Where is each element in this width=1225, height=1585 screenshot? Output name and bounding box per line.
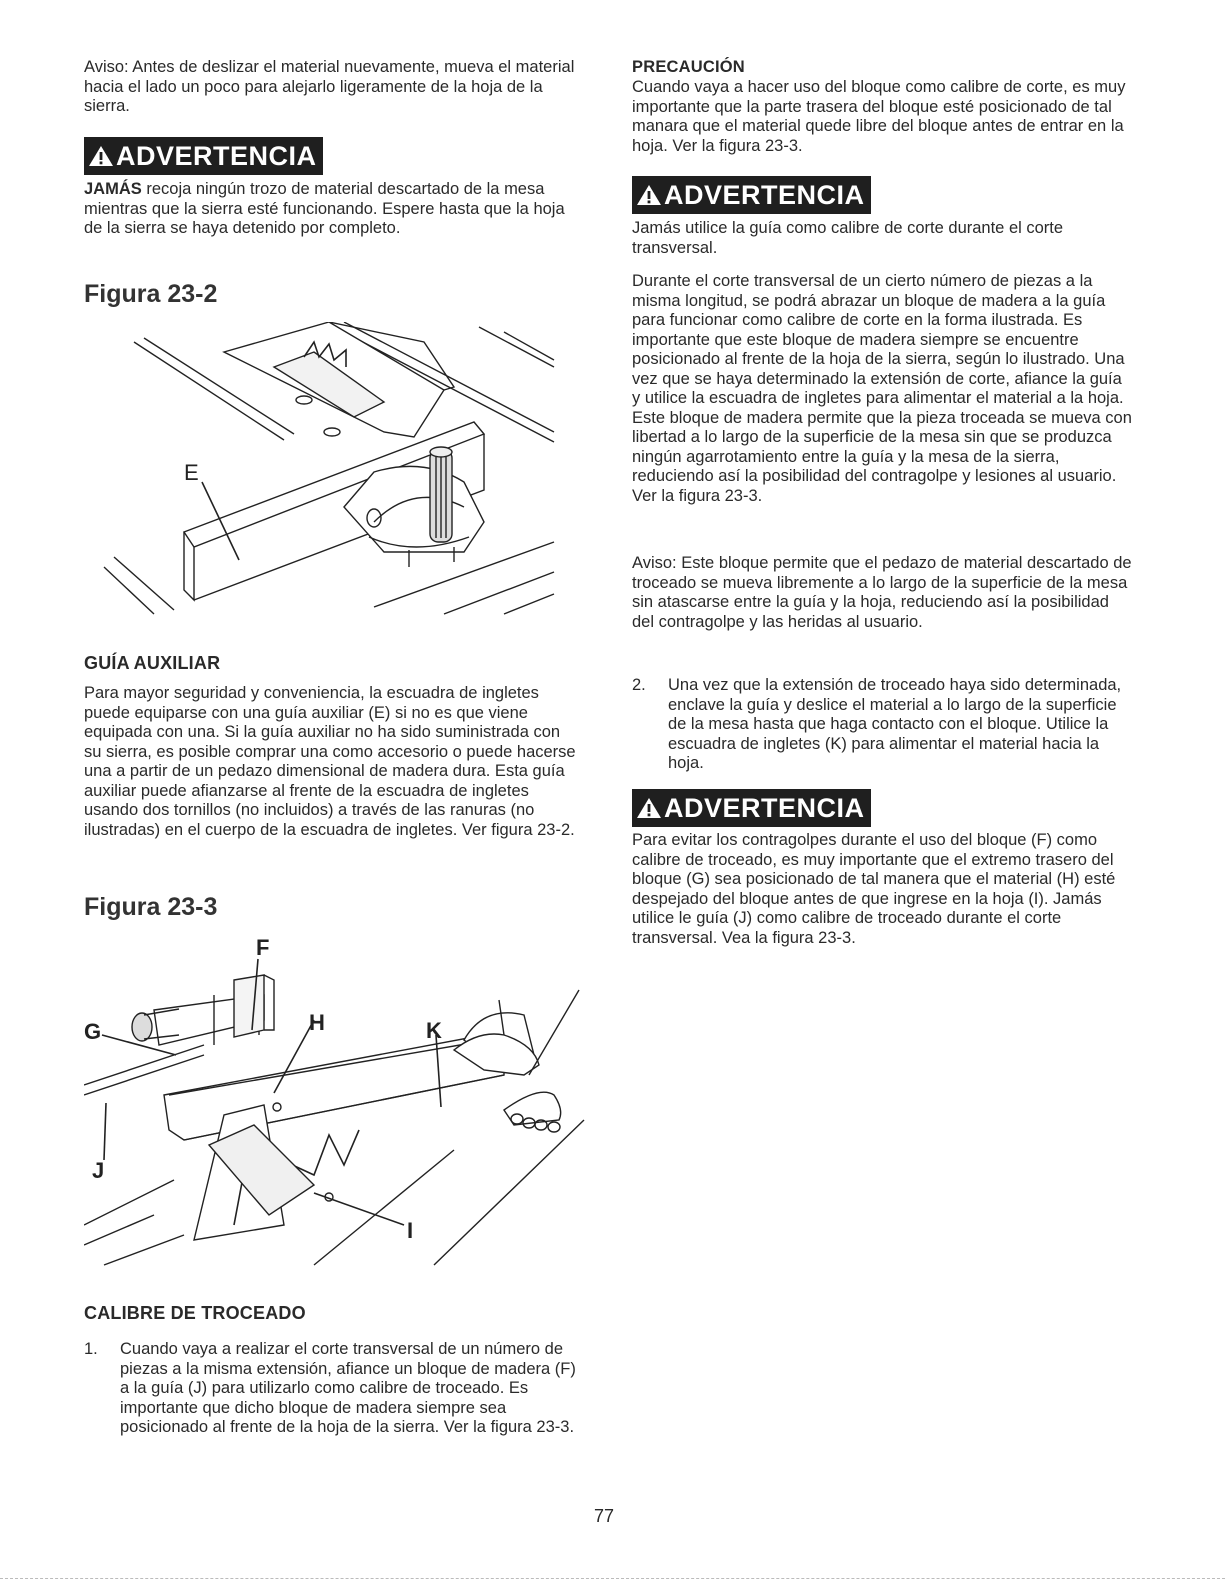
list-item-2-text: Una vez que la extensión de troceado haya sido determinada, enclave la guía y deslice el material a lo largo de la superficie de la mesa hasta que haga contacto con el bloque. Utilice la escuadra de ingletes (K) para alimentar el material hacia la hoja.	[668, 676, 1122, 772]
figure-label-j: J	[92, 1158, 105, 1183]
list-item-2-number: 2.	[632, 676, 646, 694]
figure-23-2-illustration	[84, 322, 584, 622]
figure-23-2-title: Figura 23-2	[84, 280, 218, 308]
aviso-paragraph: Aviso: Antes de deslizar el material nuevamente, mueva el material hacia el lado un poco para alejarlo ligeramente de la hoja de la sierra.	[84, 58, 575, 115]
figure-label-i: I	[407, 1218, 414, 1243]
warning-label: ADVERTENCIA	[664, 179, 865, 210]
list-item-2	[632, 676, 1133, 774]
warning-triangle-icon	[88, 144, 114, 168]
precaucion-paragraph: Cuando vaya a hacer uso del bloque como calibre de corte, es muy importante que la parte trasera del bloque esté posicionado de tal manara que el material quede libre del bloque antes de entrar en la hoja. Ver la figura 23-3.	[632, 78, 1126, 155]
page-number: 77	[594, 1506, 615, 1526]
right-column	[632, 0, 1132, 947]
precaucion-heading: PRECAUCIÓN	[632, 58, 745, 76]
list-item-1-text: Cuando vaya a realizar el corte transversal de un número de piezas a la misma extensión, afiance un bloque de madera (F) a la guía (J) para utilizarlo como calibre de troceado. Es importante que dicho bloque de madera siempre sea posicionado al frente de la hoja de la sierra. Ver la figura 23-3.	[120, 1340, 576, 1436]
warning-banner-2	[632, 176, 871, 214]
warning-banner-3	[632, 789, 871, 827]
aviso-2-paragraph: Aviso: Este bloque permite que el pedazo de material descartado de troceado se mueva libremente a lo largo de la superficie de la mesa sin atascarse entre la guía y la hoja, reduciendo así la posibilidad del contragolpe y las heridas al usuario.	[632, 554, 1132, 631]
figure-label-h: H	[309, 1010, 325, 1035]
warning-triangle-icon	[636, 796, 662, 820]
guia-auxiliar-paragraph: Para mayor seguridad y conveniencia, la escuadra de ingletes puede equiparse con una guía auxiliar (E) si no es que viene equipada con una. Si la guía auxiliar no ha sido suministrada con su sierra, es posible comprar una como accesorio o puede hacerse una a partir de un pedazo dimensional de madera dura. Esta guía auxiliar puede afianzarse al frente de la escuadra de ingletes usando dos tornillos (no incluidos) a través de las ranuras (no ilustradas) en el cuerpo de la escuadra de ingletes. Ver figura 23-2.	[84, 684, 576, 839]
page-bottom-edge	[0, 1578, 1225, 1579]
warning-2-text: Jamás utilice la guía como calibre de corte durante el corte transversal.	[632, 219, 1064, 257]
warning-triangle-icon	[636, 183, 662, 207]
warning-1-text	[84, 180, 574, 239]
list-item-1	[84, 1340, 585, 1438]
figure-label-g: G	[84, 1019, 102, 1044]
warning-label: ADVERTENCIA	[664, 792, 865, 823]
left-column	[84, 0, 584, 1436]
warning-label: ADVERTENCIA	[116, 140, 317, 171]
figure-23-3-title: Figura 23-3	[84, 893, 218, 921]
list-item-1-number: 1.	[84, 1340, 98, 1358]
calibre-heading: CALIBRE DE TROCEADO	[84, 1303, 306, 1323]
warning-3-text: Para evitar los contragolpes durante el uso del bloque (F) como calibre de troceado, es muy importante que el extremo trasero del bloque (G) sea posicionado de tal manera que el material (H) esté despejado del bloque antes de que ingrese en la hoja (I). Jamás utilice le guía (J) como calibre de troceado durante el corte transversal. Vea la figura 23-3.	[632, 831, 1116, 947]
figure-label-e: E	[184, 460, 199, 485]
warning-1-emphasis: JAMÁS	[84, 180, 142, 198]
durante-paragraph: Durante el corte transversal de un cierto número de piezas a la misma longitud, se podrá abrazar un bloque de madera a la guía para funcionar como calibre de corte en la forma ilustrada. Es importante que este bloque de madera siempre se encuentre posicionado al frente de la hoja de la sierra, según lo ilustrado. Una vez que se haya determinado la extensión de corte, afiance la guía y utilice la escuadra de ingletes para alimentar el material a la hoja. Este bloque de madera permite que la pieza troceada se mueva con libertad a lo largo de la superficie de la mesa sin que se produzca ningún agarrotamiento entre la guía y la mesa de la sierra, reduciendo así la posibilidad del contragolpe y lesiones al usuario. Ver la figura 23-3.	[632, 272, 1132, 505]
figure-label-f: F	[256, 935, 270, 960]
warning-1-body: recoja ningún trozo de material descartado de la mesa mientras que la sierra esté funcionando. Espere hasta que la hoja de la sierra se haya detenido por completo.	[84, 180, 565, 237]
guia-auxiliar-heading: GUÍA AUXILIAR	[84, 653, 221, 673]
figure-23-3-illustration	[84, 935, 594, 1280]
figure-label-k: K	[426, 1018, 442, 1043]
warning-banner-1	[84, 137, 323, 175]
